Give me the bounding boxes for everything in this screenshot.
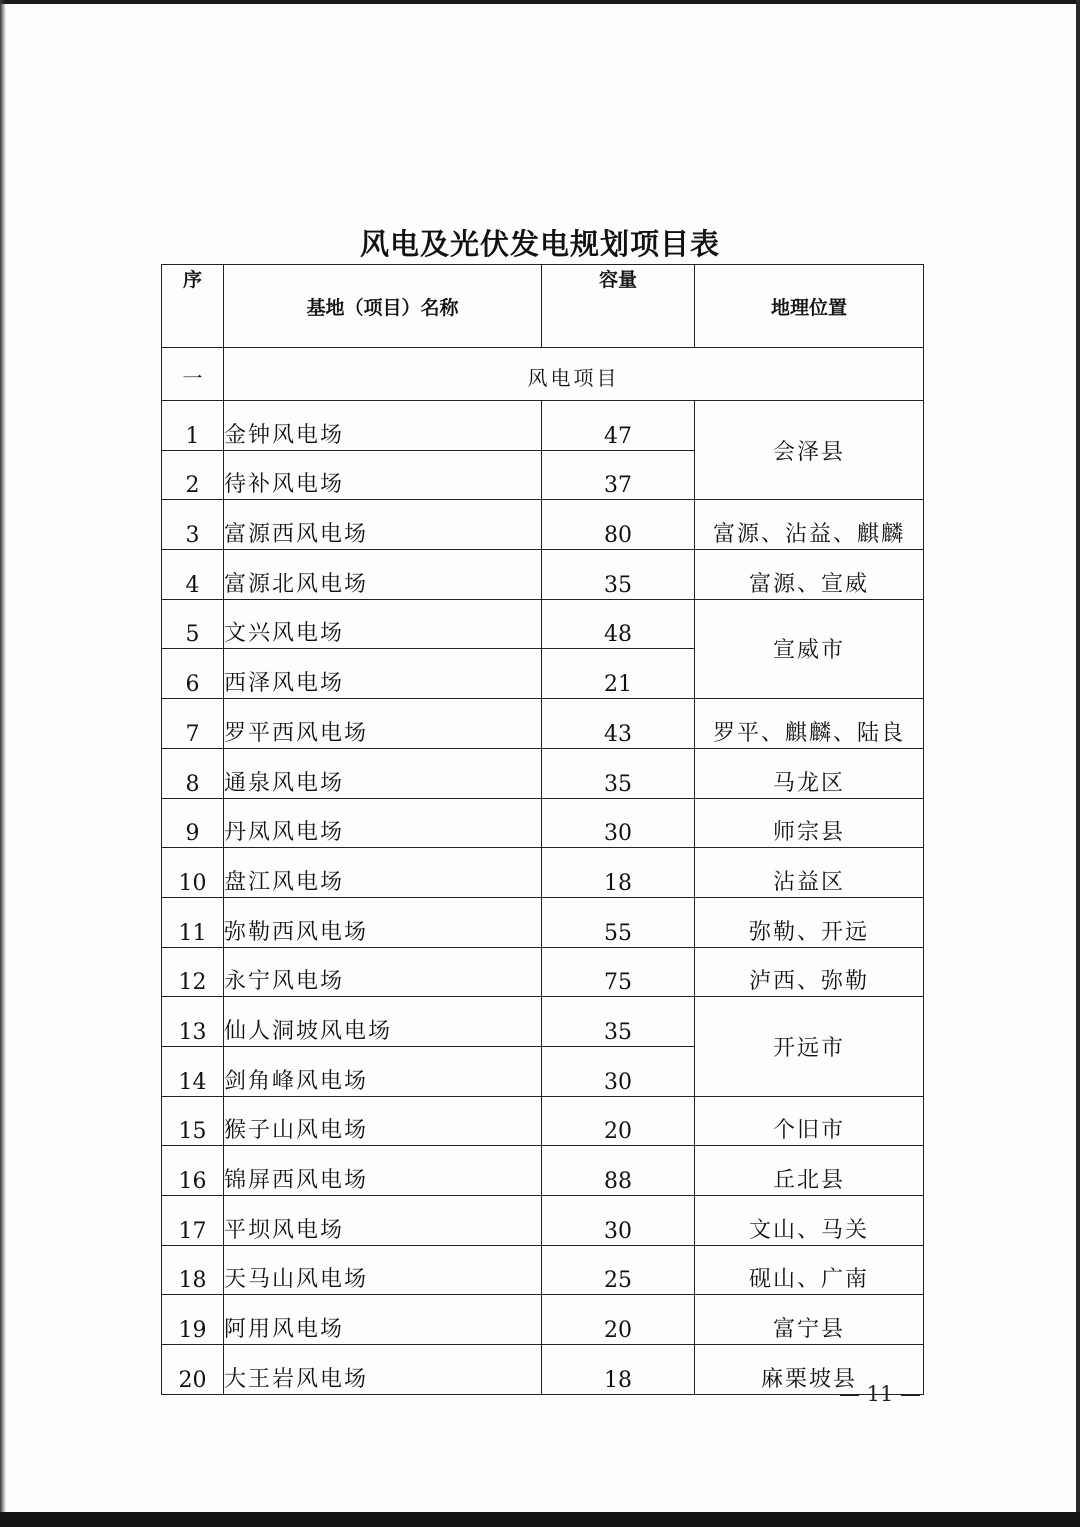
row-location: 弥勒、开远: [695, 897, 924, 947]
table-row: [162, 1245, 924, 1295]
header-seq: 序: [162, 265, 224, 348]
row-location: 师宗县: [695, 798, 924, 848]
row-capacity: 35: [542, 550, 695, 600]
row-location: 马龙区: [695, 748, 924, 798]
row-location: 文山、马关: [695, 1196, 924, 1246]
table-row: [162, 1196, 924, 1246]
row-location: 富源、宣威: [695, 550, 924, 600]
row-capacity: 21: [542, 649, 695, 699]
row-seq: 6: [162, 649, 224, 699]
table-row: [162, 1345, 924, 1395]
row-location: 砚山、广南: [695, 1245, 924, 1295]
row-location: 沾益区: [695, 848, 924, 898]
row-seq: 1: [162, 401, 224, 451]
page-number: — 11 —: [838, 1382, 922, 1406]
row-capacity: 37: [542, 450, 695, 500]
row-name: 文兴风电场: [224, 599, 542, 649]
row-location: 个旧市: [695, 1096, 924, 1146]
row-location: 罗平、麒麟、陆良: [695, 699, 924, 749]
table-row: [162, 500, 924, 550]
row-name: 富源北风电场: [224, 550, 542, 600]
row-capacity: 18: [542, 1345, 695, 1395]
row-name: 金钟风电场: [224, 401, 542, 451]
table-header-row: [162, 265, 924, 348]
header-name: 基地（项目）名称: [224, 265, 542, 348]
row-name: 仙人洞坡风电场: [224, 997, 542, 1047]
row-name: 丹凤风电场: [224, 798, 542, 848]
header-capacity: 容量: [542, 265, 695, 348]
row-capacity: 20: [542, 1295, 695, 1345]
row-seq: 5: [162, 599, 224, 649]
row-capacity: 48: [542, 599, 695, 649]
row-capacity: 35: [542, 748, 695, 798]
row-name: 西泽风电场: [224, 649, 542, 699]
row-capacity: 30: [542, 1196, 695, 1246]
row-location: 富源、沾益、麒麟: [695, 500, 924, 550]
row-capacity: 20: [542, 1096, 695, 1146]
row-location: 麻栗坡县: [695, 1345, 924, 1395]
row-seq: 2: [162, 450, 224, 500]
row-name: 平坝风电场: [224, 1196, 542, 1246]
row-name: 天马山风电场: [224, 1245, 542, 1295]
row-name: 猴子山风电场: [224, 1096, 542, 1146]
row-name: 待补风电场: [224, 450, 542, 500]
project-table: [161, 264, 924, 1395]
row-name: 永宁风电场: [224, 947, 542, 997]
row-seq: 4: [162, 550, 224, 600]
row-seq: 8: [162, 748, 224, 798]
row-name: 罗平西风电场: [224, 699, 542, 749]
table-row: [162, 550, 924, 600]
page-edge-bottom: [0, 1512, 1080, 1527]
row-name: 剑角峰风电场: [224, 1046, 542, 1096]
header-location: 地理位置: [695, 265, 924, 348]
table-row: [162, 1146, 924, 1196]
row-capacity: 43: [542, 699, 695, 749]
table-row: [162, 798, 924, 848]
row-seq: 20: [162, 1345, 224, 1395]
row-seq: 7: [162, 699, 224, 749]
table-row: [162, 897, 924, 947]
row-seq: 17: [162, 1196, 224, 1246]
row-location: 丘北县: [695, 1146, 924, 1196]
row-capacity: 80: [542, 500, 695, 550]
row-capacity: 18: [542, 848, 695, 898]
row-location: 富宁县: [695, 1295, 924, 1345]
row-name: 锦屏西风电场: [224, 1146, 542, 1196]
row-seq: 9: [162, 798, 224, 848]
row-seq: 16: [162, 1146, 224, 1196]
row-capacity: 47: [542, 401, 695, 451]
row-location: 宣威市: [695, 599, 924, 698]
row-seq: 14: [162, 1046, 224, 1096]
row-name: 富源西风电场: [224, 500, 542, 550]
row-capacity: 35: [542, 997, 695, 1047]
table-row: [162, 1295, 924, 1345]
row-seq: 11: [162, 897, 224, 947]
section-row: [162, 348, 924, 401]
row-name: 弥勒西风电场: [224, 897, 542, 947]
row-capacity: 75: [542, 947, 695, 997]
row-seq: 18: [162, 1245, 224, 1295]
row-location: 泸西、弥勒: [695, 947, 924, 997]
row-capacity: 55: [542, 897, 695, 947]
table-row: [162, 748, 924, 798]
row-name: 大王岩风电场: [224, 1345, 542, 1395]
page-edge-top: [0, 0, 1080, 4]
row-capacity: 30: [542, 1046, 695, 1096]
row-name: 通泉风电场: [224, 748, 542, 798]
row-seq: 10: [162, 848, 224, 898]
table-row: [162, 599, 924, 649]
row-capacity: 88: [542, 1146, 695, 1196]
document-title: 风电及光伏发电规划项目表: [359, 227, 720, 261]
row-name: 阿用风电场: [224, 1295, 542, 1345]
table-row: [162, 848, 924, 898]
row-seq: 12: [162, 947, 224, 997]
section-seq: 一: [162, 348, 224, 401]
table-row: [162, 947, 924, 997]
row-capacity: 25: [542, 1245, 695, 1295]
section-title: 风电项目: [224, 348, 924, 401]
table-row: [162, 699, 924, 749]
row-name: 盘江风电场: [224, 848, 542, 898]
table-row: [162, 997, 924, 1047]
row-seq: 19: [162, 1295, 224, 1345]
row-capacity: 30: [542, 798, 695, 848]
table-row: [162, 1096, 924, 1146]
table-row: [162, 401, 924, 451]
row-location: 开远市: [695, 997, 924, 1096]
row-seq: 15: [162, 1096, 224, 1146]
row-seq: 3: [162, 500, 224, 550]
row-location: 会泽县: [695, 401, 924, 500]
row-seq: 13: [162, 997, 224, 1047]
